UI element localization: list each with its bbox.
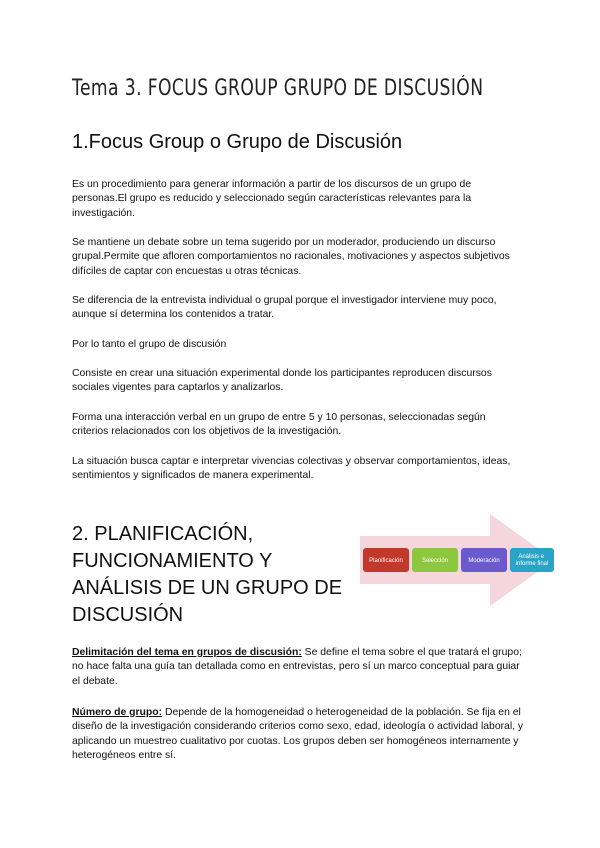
- process-step: [412, 548, 458, 572]
- process-step-label: [516, 554, 549, 567]
- section-2-heading-line: ANÁLISIS DE UN GRUPO DE: [72, 577, 343, 599]
- paragraph: Forma una interacción verbal en un grupo de entre 5 y 10 personas, seleccionadas según criterios relacionados con los objetivos de la investigación.: [72, 412, 486, 438]
- process-step-label-line: informe final: [515, 561, 549, 567]
- process-step: [363, 548, 409, 572]
- process-step: [510, 548, 554, 572]
- process-step-label: Selección: [421, 558, 449, 564]
- definition-term: Número de grupo:: [72, 707, 163, 718]
- paragraph: Por lo tanto el grupo de discusión: [72, 339, 227, 350]
- section-2-heading-line: DISCUSIÓN: [72, 604, 184, 626]
- process-step-label-line: Análisis e: [518, 554, 545, 560]
- paragraph: Se mantiene un debate sobre un tema sugerido por un moderador, produciendo un discurso grupal.Permite que afloren comportamientos no racionales, motivaciones y aspectos subjetivos difíciles de captar con encuestas u otras técnicas.: [72, 237, 510, 277]
- document-title: Tema 3. FOCUS GROUP GRUPO DE DISCUSIÓN: [72, 76, 484, 101]
- section-2-heading-line: FUNCIONAMIENTO Y: [72, 550, 273, 572]
- process-step-label: Moderación: [468, 558, 500, 564]
- definition-item: [72, 646, 524, 689]
- definition-text: Se define el tema sobre el que tratará el grupo; no hace falta una guía tan detallada como en entrevistas, pero sí un marco conceptual para guiar el debate.: [72, 647, 522, 687]
- section-1-heading: 1.Focus Group o Grupo de Discusión: [72, 131, 403, 153]
- paragraph: Es un procedimiento para generar información a partir de los discursos de un grupo de personas.El grupo es reducido y seleccionado según características relevantes para la investigación.: [72, 179, 472, 219]
- paragraph: La situación busca captar e interpretar vivencias colectivas y observar comportamientos, ideas, sentimientos y significados de manera experimental.: [72, 456, 511, 482]
- process-step-box: [510, 548, 554, 572]
- process-step: [461, 548, 507, 572]
- definition-text: Depende de la homogeneidad o heterogeneidad de la población. Se fija en el diseño de la investigación considerando criterios como sexo, edad, ideología o actividad laboral, y aplicando un muestreo cualitativo por cuotas. Los grupos deben ser homogéneos internamente y heterogéneos entre sí.: [72, 707, 524, 762]
- paragraph: Se diferencia de la entrevista individual o grupal porque el investigador interviene muy poco, aunque sí determina los contenidos a tratar.: [72, 295, 497, 321]
- process-step-label: Planificación: [369, 558, 403, 564]
- section-2-heading: [72, 521, 362, 629]
- section-2-heading-line: 2. PLANIFICACIÓN,: [72, 523, 254, 545]
- definition-term: Delimitación del tema en grupos de discusión:: [72, 647, 302, 658]
- paragraph: Consiste en crear una situación experimental donde los participantes reproducen discursos sociales vigentes para captarlos y analizarlos.: [72, 368, 492, 394]
- definition-item: [72, 706, 524, 764]
- process-diagram: [360, 512, 556, 608]
